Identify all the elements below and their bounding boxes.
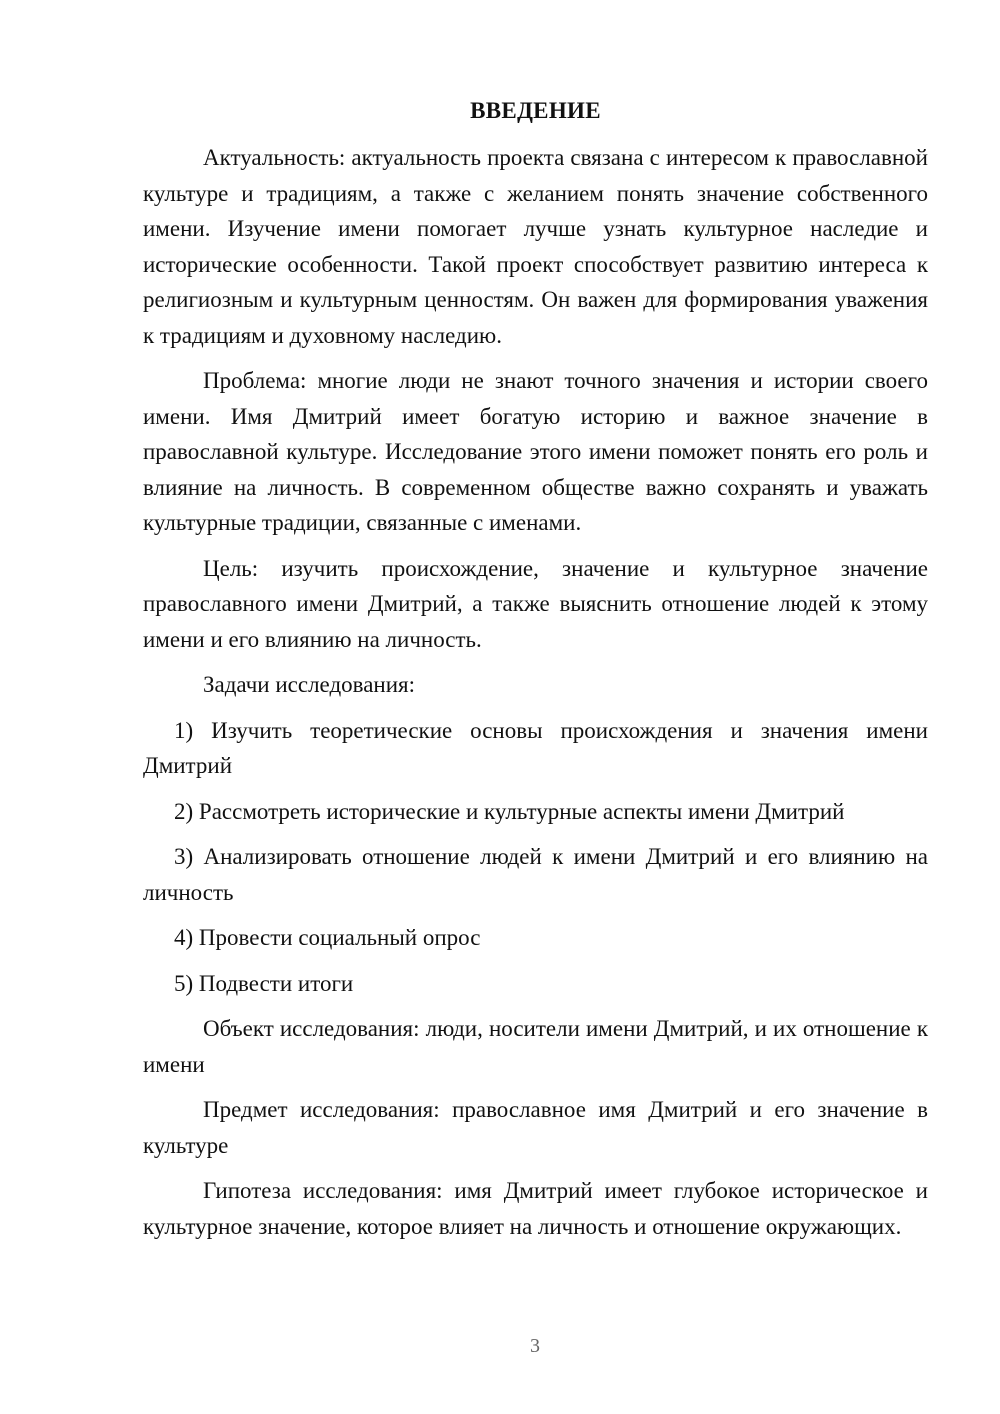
tasks-title: Задачи исследования: bbox=[203, 672, 416, 697]
problem-paragraph: Проблема: многие люди не знают точного значения и истории своего имени. Имя Дмитрий имеет богатую историю и важное значение в православной культуре. Исследование этого имени поможет понять его роль и влияние на личность. В современном обществе важно сохранять и уважать культурные традиции, связанные с именами. bbox=[143, 368, 928, 535]
goal-paragraph: Цель: изучить происхождение, значение и культурное значение православного имени Дмитрий, а также выяснить отношение людей к этому имени и его влиянию на личность. bbox=[143, 555, 928, 652]
task-item-2: 2) Рассмотреть исторические и культурные аспекты имени Дмитрий bbox=[174, 798, 845, 824]
relevance-paragraph: Актуальность: актуальность проекта связана с интересом к православной культуре и традициям, а также с желанием понять значение собственного имени. Изучение имени помогает лучше узнать культурное наследие и исторические особенности. Такой проект способствует развитию интереса к религиозным и культурным ценностям. Он важен для формирования уважения к традициям и духовному наследию. bbox=[143, 145, 928, 348]
task-item-4: 4) Провести социальный опрос bbox=[174, 925, 481, 950]
task-item-1: 1) Изучить теоретические основы происхождения и значения имени Дмитрий bbox=[143, 717, 928, 778]
section-heading: ВВЕДЕНИЕ bbox=[470, 98, 601, 123]
task-item-3: 3) Анализировать отношение людей к имени Дмитрий и его влиянию на личность bbox=[143, 844, 928, 905]
hypothesis-paragraph: Гипотеза исследования: имя Дмитрий имеет глубокое историческое и культурное значение, которое влияет на личность и отношение окружающих. bbox=[143, 1178, 928, 1239]
task-item-5: 5) Подвести итоги bbox=[174, 970, 354, 996]
page-number: 3 bbox=[530, 1335, 540, 1357]
subject-paragraph: Предмет исследования: православное имя Дмитрий и его значение в культуре bbox=[143, 1097, 928, 1158]
page-content bbox=[143, 96, 928, 1254]
object-paragraph: Объект исследования: люди, носители имени Дмитрий, и их отношение к имени bbox=[143, 1016, 928, 1077]
